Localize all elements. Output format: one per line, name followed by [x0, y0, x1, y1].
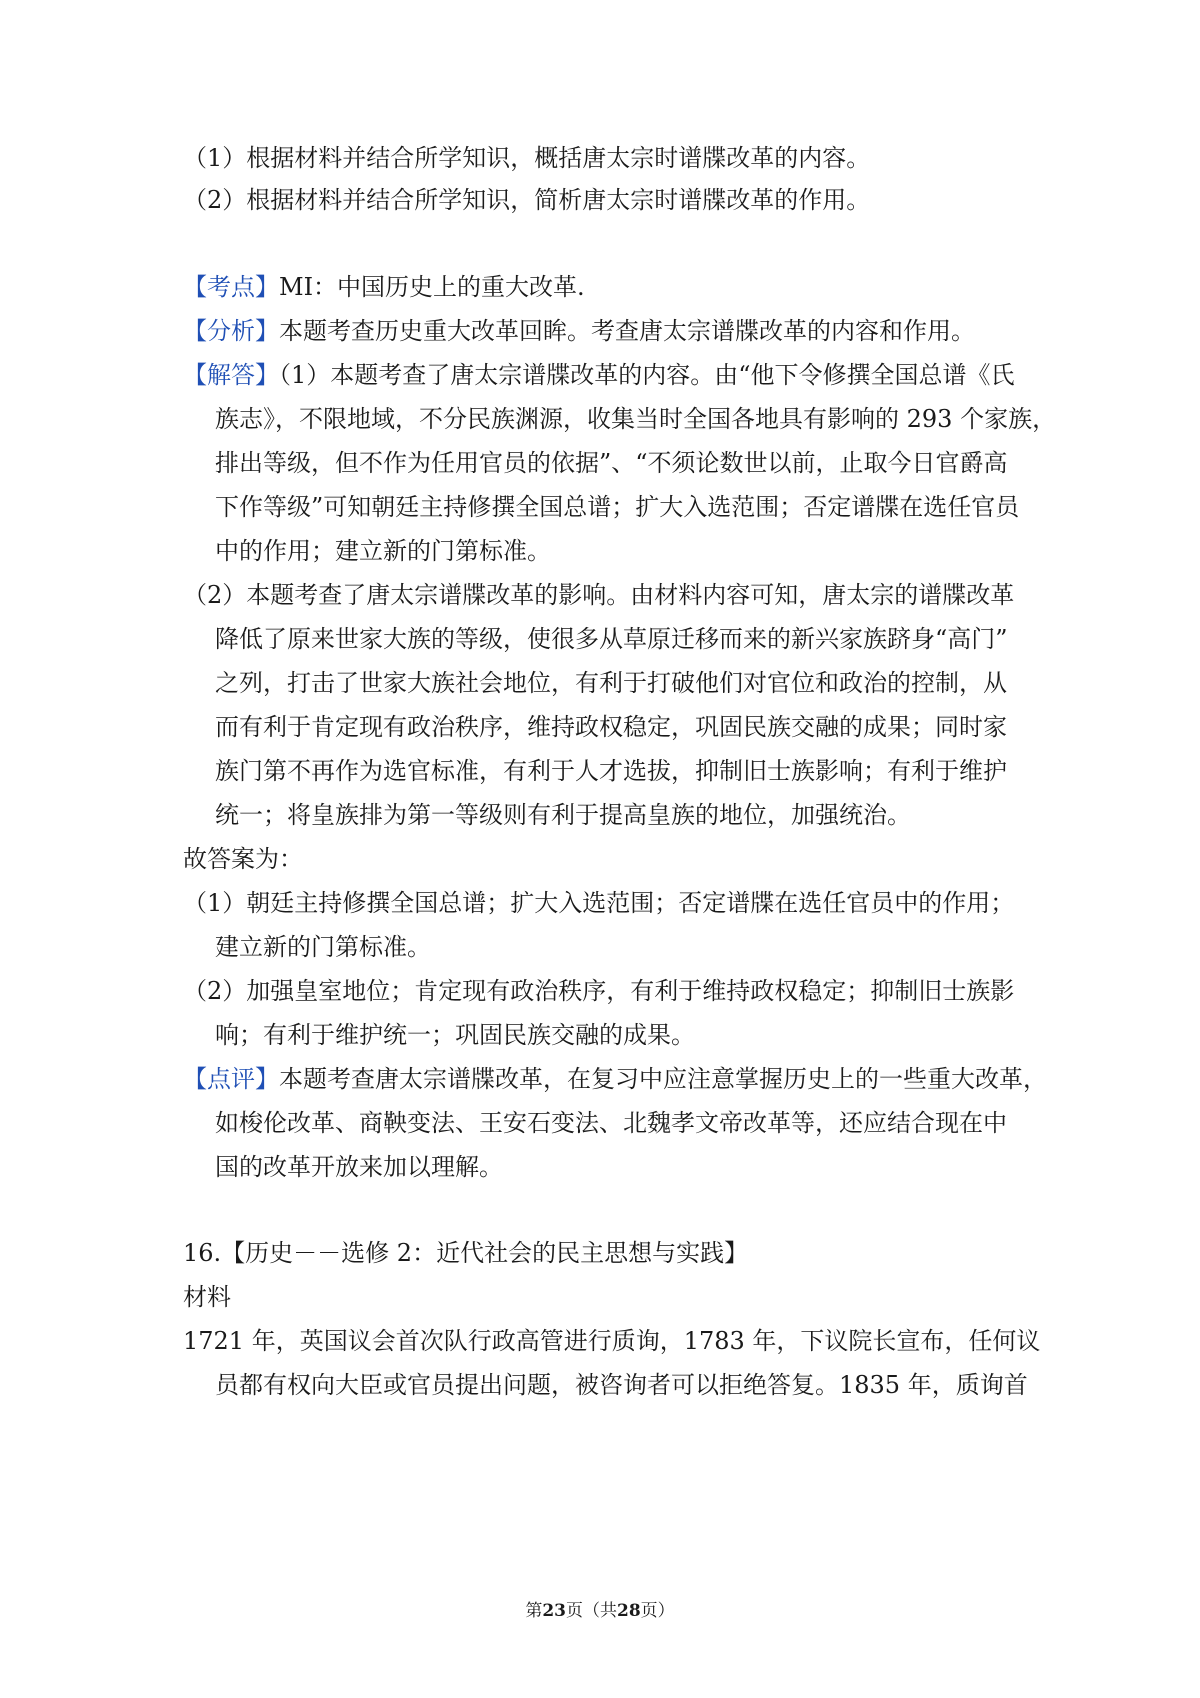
jieda-p2-line: 降低了原来世家大族的等级，使很多从草原迁移而来的新兴家族跻身“高门”	[215, 625, 1008, 653]
answer-1-line: （1）朝廷主持修撰全国总谱；扩大入选范围；否定谱牒在选任官员中的作用；	[183, 889, 1015, 917]
page-footer	[0, 1600, 1200, 1622]
question-2: （2）根据材料并结合所学知识，简析唐太宗时谱牒改革的作用。	[183, 186, 871, 214]
answer-2-line: （2）加强皇室地位；肯定现有政治秩序，有利于维持政权稳定；抑制旧士族影	[183, 977, 1015, 1005]
jieda-p1-line: 下作等级”可知朝廷主持修撰全国总谱；扩大入选范围；否定谱牒在选任官员	[215, 493, 1020, 521]
jieda-p2-line: 而有利于肯定现有政治秩序，维持政权稳定，巩固民族交融的成果；同时家	[215, 713, 1007, 741]
kaodian-line	[183, 272, 585, 302]
answer-1-line: 建立新的门第标准。	[215, 933, 431, 961]
dianping-line: 如梭伦改革、商鞅变法、王安石变法、北魏孝文帝改革等，还应结合现在中	[215, 1109, 1007, 1137]
jieda-tag: 【解答】	[183, 361, 279, 389]
jieda-p1-line: 排出等级，但不作为任用官员的依据”、“不须论数世以前，止取今日官爵高	[215, 449, 1008, 477]
fenxi-line	[183, 316, 975, 346]
jieda-p2-line: 族门第不再作为选官标准，有利于人才选拔，抑制旧士族影响；有利于维护	[215, 757, 1007, 785]
jieda-p2-line: 统一；将皇族排为第一等级则有利于提高皇族的地位，加强统治。	[215, 801, 911, 829]
dianping-text: 本题考查唐太宗谱牒改革，在复习中应注意掌握历史上的一些重大改革，	[279, 1065, 1047, 1093]
q16-material-line: 员都有权向大臣或官员提出问题，被咨询者可以拒绝答复。1835 年，质询首	[215, 1371, 1028, 1399]
footer-page-number: 23	[542, 1601, 566, 1621]
footer-prefix: 第	[525, 1601, 543, 1621]
kaodian-tag: 【考点】	[183, 273, 279, 301]
q16-material-label: 材料	[183, 1283, 231, 1311]
jieda-p1-line: （1）本题考查了唐太宗谱牒改革的内容。由“他下令修撰全国总谱《氏	[279, 361, 1015, 389]
jieda-line-1	[183, 360, 1015, 390]
footer-mid: 页（共	[566, 1601, 617, 1621]
footer-total-pages: 28	[617, 1601, 641, 1621]
jieda-p2-line: （2）本题考查了唐太宗谱牒改革的影响。由材料内容可知，唐太宗的谱牒改革	[183, 581, 1015, 609]
q16-title: 16.【历史－－选修 2：近代社会的民主思想与实践】	[183, 1239, 749, 1267]
footer-suffix: 页）	[640, 1601, 675, 1621]
question-1: （1）根据材料并结合所学知识，概括唐太宗时谱牒改革的内容。	[183, 144, 871, 172]
fenxi-tag: 【分析】	[183, 317, 279, 345]
answer-intro: 故答案为：	[183, 845, 303, 873]
jieda-p1-line: 中的作用；建立新的门第标准。	[215, 537, 551, 565]
fenxi-text: 本题考查历史重大改革回眸。考查唐太宗谱牒改革的内容和作用。	[279, 317, 975, 345]
q16-material-line: 1721 年，英国议会首次队行政高管进行质询，1783 年，下议院长宣布，任何议	[183, 1327, 1041, 1355]
dianping-line-1	[183, 1064, 1047, 1094]
dianping-tag: 【点评】	[183, 1065, 279, 1093]
jieda-p2-line: 之列，打击了世家大族社会地位，有利于打破他们对官位和政治的控制，从	[215, 669, 1007, 697]
answer-2-line: 响；有利于维护统一；巩固民族交融的成果。	[215, 1021, 695, 1049]
jieda-p1-line: 族志》，不限地域，不分民族渊源，收集当时全国各地具有影响的 293 个家族，	[215, 405, 1057, 433]
kaodian-text: MI：中国历史上的重大改革.	[279, 273, 585, 301]
dianping-line: 国的改革开放来加以理解。	[215, 1153, 503, 1181]
